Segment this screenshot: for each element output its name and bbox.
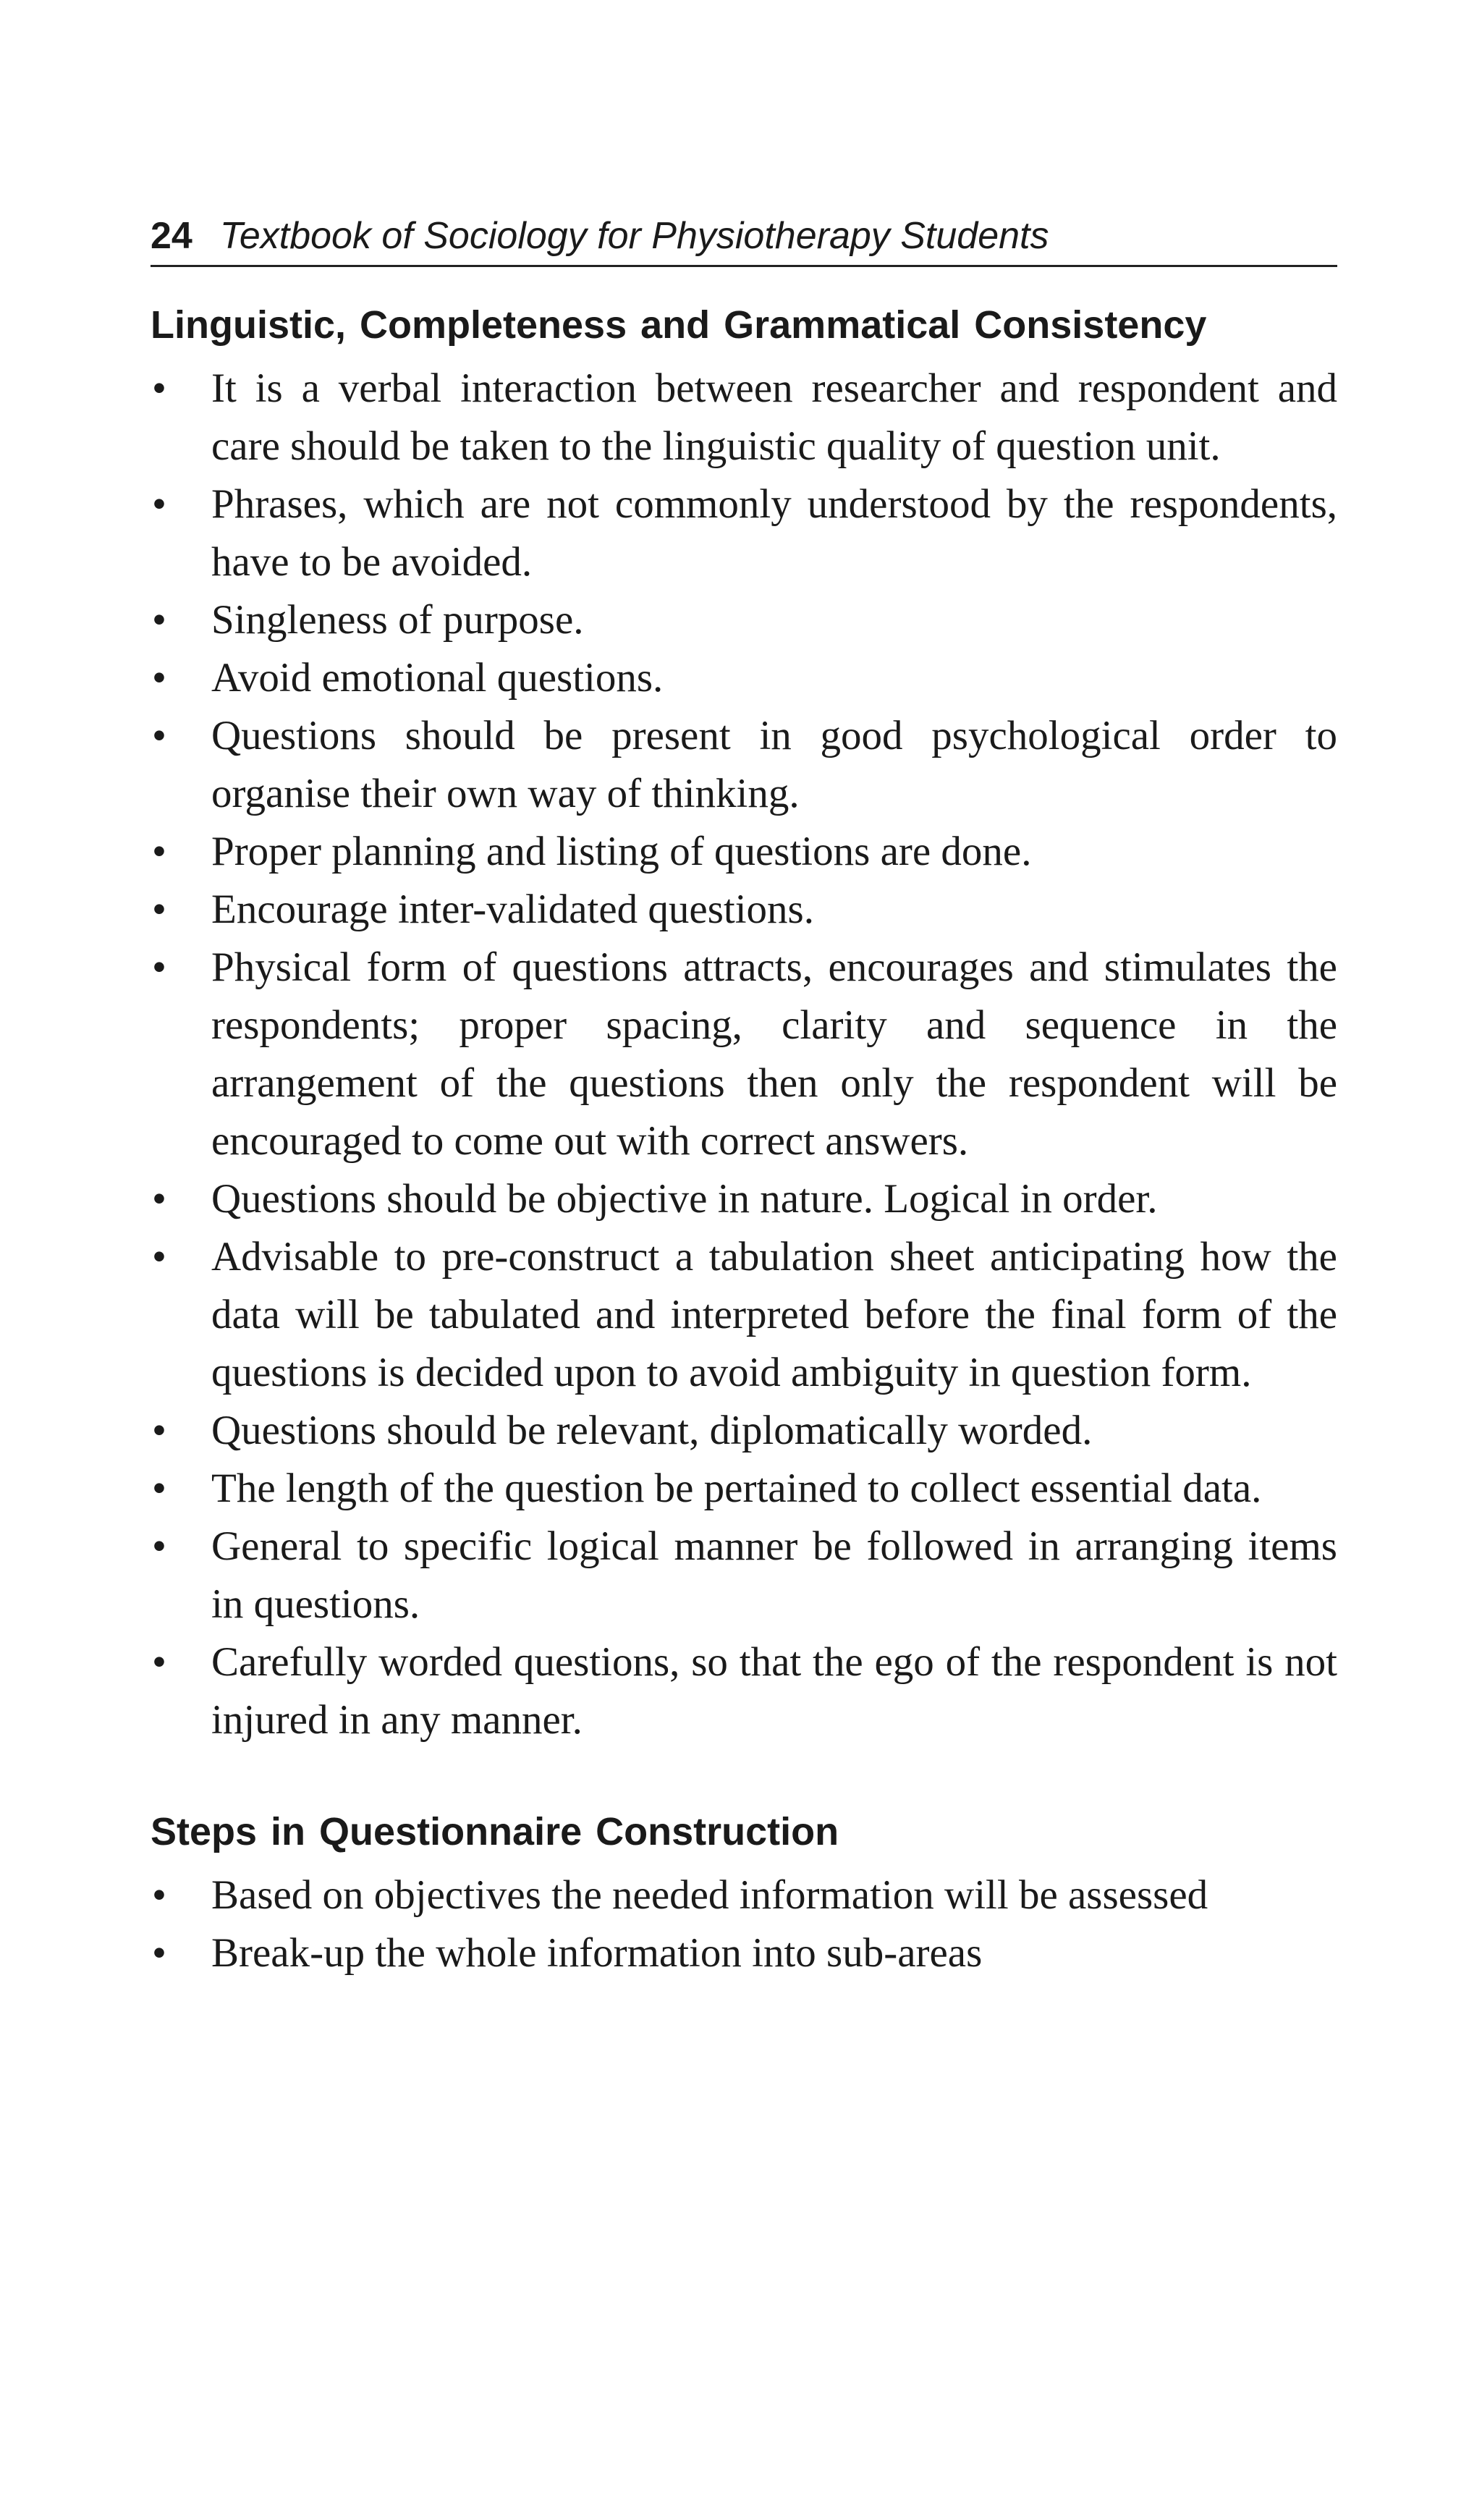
list-item-text: Based on objectives the needed information will be assessed bbox=[211, 1872, 1208, 1918]
list-item-text: It is a verbal interaction between researcher and respondent and care should be taken to the linguistic quality of question unit. bbox=[211, 365, 1337, 469]
list-item-text: Avoid emotional questions. bbox=[211, 655, 664, 701]
bullet-icon: • bbox=[152, 365, 166, 411]
bullet-icon: • bbox=[152, 713, 166, 758]
list-item bbox=[151, 591, 1337, 649]
bullet-icon: • bbox=[152, 597, 166, 643]
list-item-text: Singleness of purpose. bbox=[211, 597, 584, 643]
bullet-icon: • bbox=[152, 655, 166, 701]
bullet-icon: • bbox=[152, 1234, 166, 1280]
list-item bbox=[151, 649, 1337, 707]
list-item-text: Questions should be present in good psychological order to organise their own way of thinking. bbox=[211, 713, 1337, 816]
list-item bbox=[151, 881, 1337, 939]
list-item-text: The length of the question be pertained to collect essential data. bbox=[211, 1466, 1262, 1511]
bullet-icon: • bbox=[152, 1523, 166, 1569]
bullet-icon: • bbox=[152, 1930, 166, 1976]
list-item bbox=[151, 939, 1337, 1170]
list-item bbox=[151, 1518, 1337, 1633]
running-head bbox=[151, 214, 1337, 267]
bullet-list-steps bbox=[151, 1866, 1337, 1982]
section-heading-linguistic: Linguistic, Completeness and Grammatical Consistency bbox=[151, 303, 1207, 347]
list-item bbox=[151, 1170, 1337, 1228]
list-item-text: General to specific logical manner be followed in arranging items in questions. bbox=[211, 1523, 1337, 1627]
bullet-icon: • bbox=[152, 1466, 166, 1511]
list-item bbox=[151, 1924, 1337, 1982]
list-item-text: Physical form of questions attracts, encourages and stimulates the respondents; proper spacing, clarity and sequence in the arrangement of the questions then only the respondent will be encouraged to come out with correct answers. bbox=[211, 944, 1337, 1164]
list-item bbox=[151, 707, 1337, 823]
list-item-text: Proper planning and listing of questions are done. bbox=[211, 829, 1032, 874]
list-item-text: Break-up the whole information into sub-areas bbox=[211, 1930, 983, 1976]
list-item-text: Advisable to pre-construct a tabulation sheet anticipating how the data will be tabulated and interpreted before the final form of the questions is decided upon to avoid ambiguity in question form. bbox=[211, 1234, 1337, 1395]
bullet-icon: • bbox=[152, 887, 166, 932]
list-item bbox=[151, 475, 1337, 591]
book-title: Textbook of Sociology for Physiotherapy Students bbox=[219, 215, 1049, 257]
bullet-icon: • bbox=[152, 481, 166, 527]
bullet-icon: • bbox=[152, 1176, 166, 1222]
list-item-text: Encourage inter-validated questions. bbox=[211, 887, 814, 932]
book-page bbox=[151, 214, 1337, 1982]
list-item bbox=[151, 1228, 1337, 1402]
bullet-list-linguistic bbox=[151, 360, 1337, 1749]
list-item bbox=[151, 1460, 1337, 1518]
list-item-text: Phrases, which are not commonly understood by the respondents, have to be avoided. bbox=[211, 481, 1337, 585]
bullet-icon: • bbox=[152, 1872, 166, 1918]
section-heading-steps: Steps in Questionnaire Construction bbox=[151, 1810, 839, 1853]
list-item bbox=[151, 823, 1337, 881]
list-item-text: Questions should be relevant, diplomatically worded. bbox=[211, 1408, 1093, 1453]
list-item-text: Questions should be objective in nature. Logical in order. bbox=[211, 1176, 1158, 1222]
list-item bbox=[151, 360, 1337, 475]
list-item bbox=[151, 1402, 1337, 1460]
list-item bbox=[151, 1866, 1337, 1924]
list-item-text: Carefully worded questions, so that the ego of the respondent is not injured in any manner. bbox=[211, 1639, 1337, 1743]
bullet-icon: • bbox=[152, 829, 166, 874]
list-item bbox=[151, 1633, 1337, 1749]
bullet-icon: • bbox=[152, 1639, 166, 1685]
bullet-icon: • bbox=[152, 944, 166, 990]
bullet-icon: • bbox=[152, 1408, 166, 1453]
page-number: 24 bbox=[151, 215, 192, 257]
